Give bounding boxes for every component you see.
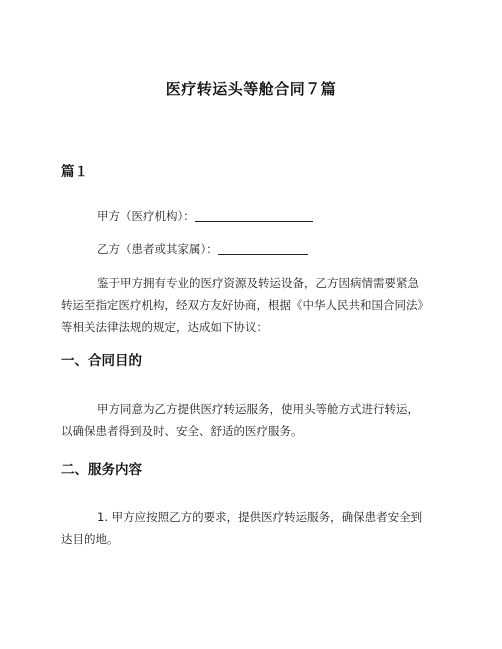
party-b-blank — [218, 242, 308, 255]
section-1-line: 以确保患者得到及时、安全、舒适的医疗服务。 — [61, 424, 303, 438]
party-a-blank — [195, 209, 313, 222]
preamble-line: 鉴于甲方拥有专业的医疗资源及转运设备，乙方因病情需要紧急 — [97, 276, 419, 290]
preamble-line: 转运至指定医疗机构，经双方友好协商，根据《中华人民共和国合同法》 — [61, 298, 429, 312]
party-b-line — [61, 238, 456, 260]
section-2-item-1-line: 达目的地。 — [61, 532, 119, 546]
section-2-heading: 二、服务内容 — [61, 462, 142, 478]
preamble-paragraph — [61, 272, 456, 338]
section-2-item-1 — [61, 506, 456, 550]
preamble-line: 等相关法律法规的规定，达成如下协议： — [61, 320, 268, 334]
party-b-label: 乙方（患者或其家属）： — [97, 242, 218, 256]
section-1-line: 甲方同意为乙方提供医疗转运服务，使用头等舱方式进行转运， — [97, 402, 419, 416]
party-a-line — [61, 205, 456, 227]
party-a-label: 甲方（医疗机构）： — [97, 209, 195, 223]
document-title: 医疗转运头等舱合同７篇 — [165, 80, 337, 98]
section-2-item-1-line: 1. 甲方应按照乙方的要求，提供医疗转运服务，确保患者安全到 — [97, 510, 423, 524]
part-heading: 篇１ — [61, 164, 88, 180]
section-1-paragraph — [61, 398, 456, 442]
section-1-heading: 一、合同目的 — [61, 353, 142, 369]
